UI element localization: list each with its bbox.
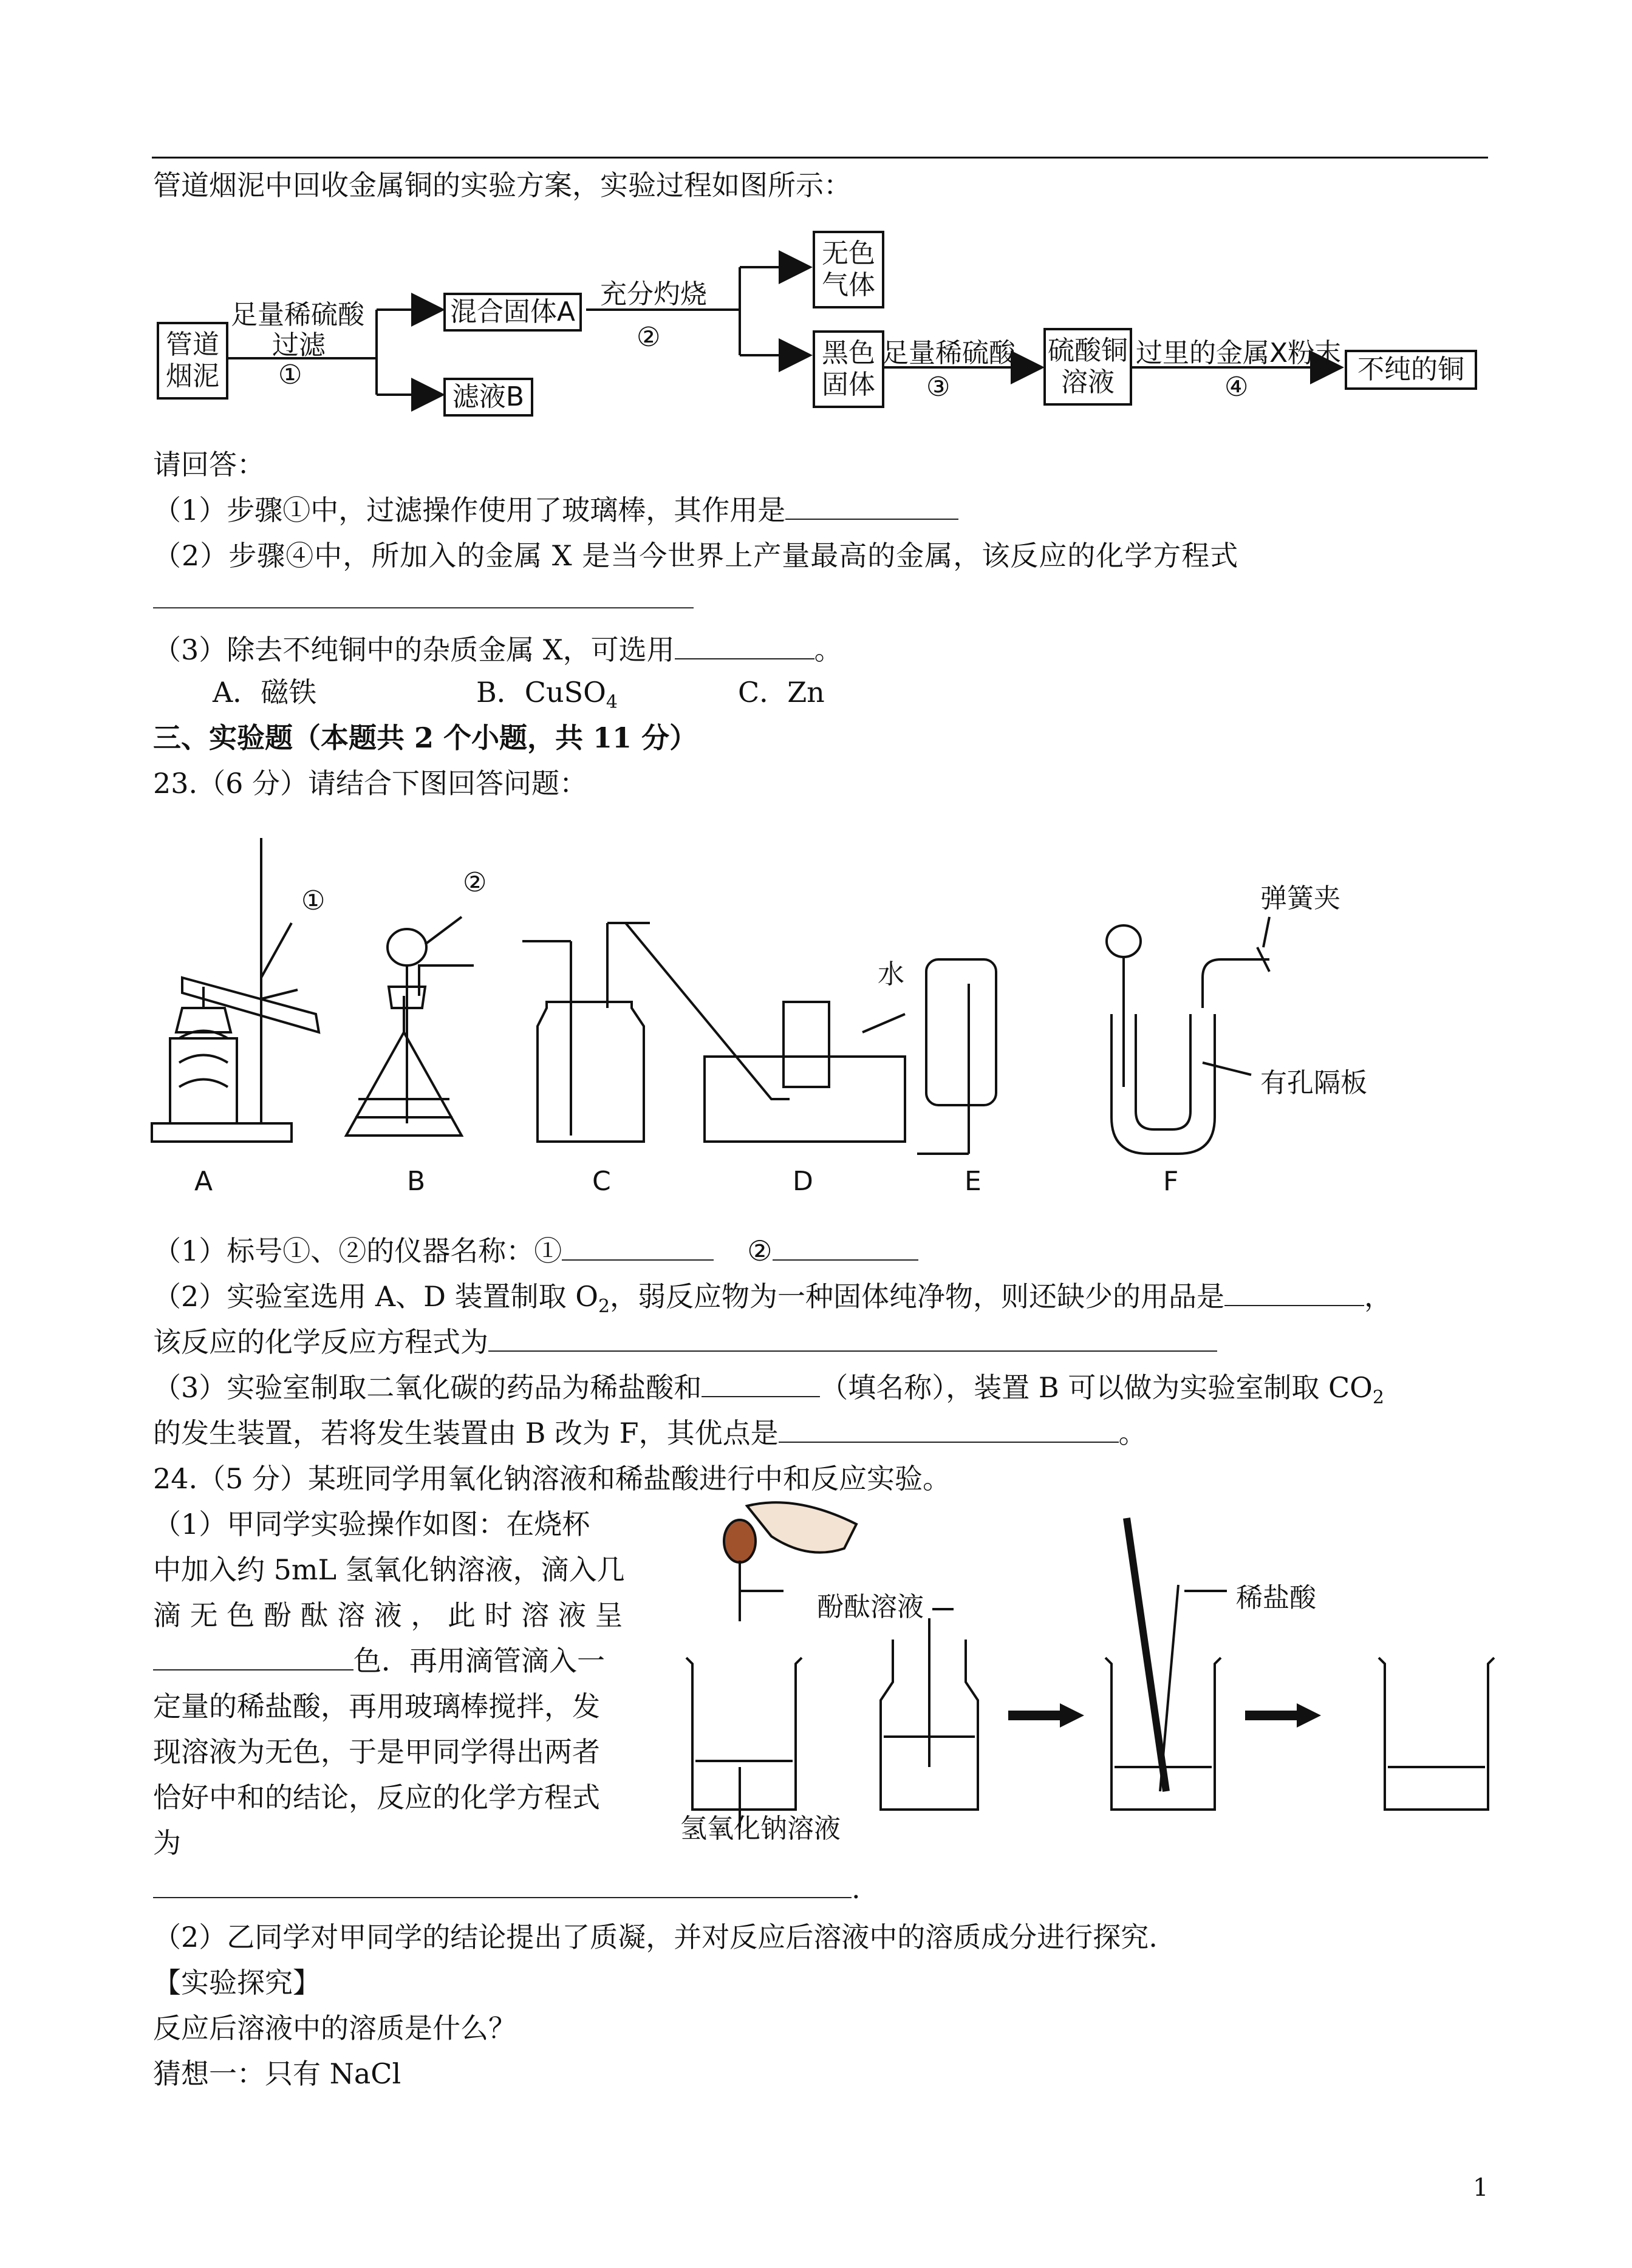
label-dilute-hcl: 稀盐酸 — [1236, 1582, 1316, 1613]
q24-head: 24.（5 分）某班同学用氧化钠溶液和稀盐酸进行中和反应实验。 — [153, 1462, 951, 1495]
label-c: C — [592, 1166, 611, 1197]
label-water: 水 — [878, 959, 904, 990]
q24-line1: （1）甲同学实验操作如图：在烧杯 — [153, 1508, 590, 1541]
q23-part1: （1）标号①、②的仪器名称：① ② — [153, 1233, 918, 1269]
q24-question: 反应后溶液中的溶质是什么？ — [153, 2012, 516, 2045]
q22-part3: （3）除去不纯铜中的杂质金属 X，可选用 。 — [153, 632, 842, 668]
box-filtrate-b: 滤液B — [443, 378, 533, 417]
q22-blank2[interactable] — [153, 607, 694, 608]
q24-guess1: 猜想一：只有 NaCl — [153, 2057, 401, 2090]
box-mixed-solid-a: 混合固体A — [443, 293, 582, 332]
page-number: 1 — [1473, 2174, 1489, 2202]
bottle — [881, 1618, 978, 1810]
label-spring-clip: 弹簧夹 — [1260, 883, 1340, 914]
q24-line8: 为 — [153, 1827, 181, 1859]
label-phenolphthalein: 酚酞溶液 — [817, 1592, 924, 1623]
q24-line5: 定量的稀盐酸，再用玻璃棒搅拌，发 — [153, 1690, 600, 1723]
q22-option-c: C．Zn — [738, 676, 825, 709]
label-circle-1: ① — [301, 885, 326, 916]
beaker-3 — [1379, 1658, 1494, 1810]
apparatus-c — [522, 923, 650, 1142]
apparatus-e — [917, 959, 996, 1154]
box-copper-sulfate: 硫酸铜 溶液 — [1043, 328, 1132, 406]
step4-reagent: 过里的金属X粉末 — [1136, 338, 1342, 369]
step1-filter: 过滤 — [272, 330, 326, 361]
label-porous-plate: 有孔隔板 — [1260, 1068, 1367, 1098]
apparatus-figure — [146, 832, 1421, 1208]
box-impure-copper: 不纯的铜 — [1345, 350, 1477, 390]
label-naoh-solution: 氢氧化钠溶液 — [680, 1813, 841, 1844]
q23-blank-2[interactable] — [773, 1233, 918, 1261]
label-b: B — [407, 1166, 426, 1197]
section3-title: 三、实验题（本题共 2 个小题，共 11 分） — [153, 721, 698, 754]
q24-line6: 现溶液为无色，于是甲同学得出两者 — [153, 1735, 600, 1768]
step1-number: ① — [278, 359, 302, 390]
step2-burn: 充分灼烧 — [600, 279, 707, 310]
q24-line4: 色．再用滴管滴入一 — [153, 1643, 605, 1679]
label-e: E — [965, 1166, 982, 1197]
q23-part3-b: 的发生装置，若将发生装置由 B 改为 F，其优点是 。 — [153, 1415, 1147, 1451]
beaker-1 — [686, 1658, 802, 1828]
step3-reagent: 足量稀硫酸 — [882, 338, 1016, 369]
q22-part2: （2）步骤④中，所加入的金属 X 是当今世界上产量最高的金属，该反应的化学方程式 — [153, 539, 1239, 572]
q23-part3: （3）实验室制取二氧化碳的药品为稀盐酸和 （填名称），装置 B 可以做为实验室制取 $CO_2$ — [153, 1369, 1384, 1416]
q23-part2-equation: 该反应的化学反应方程式为 — [153, 1324, 1217, 1360]
label-a: A — [194, 1166, 213, 1197]
q22-ask: 请回答： — [153, 448, 265, 481]
neutralization-figure — [668, 1488, 1506, 1828]
q23-blank-6[interactable] — [779, 1415, 1119, 1443]
label-circle-2: ② — [463, 867, 487, 898]
q24-line3: 滴 无 色 酚 酞 溶 液 ， 此 时 溶 液 呈 — [153, 1599, 623, 1632]
q23-part2: （2）实验室选用 A、D 装置制取 $O_2$，弱反应物为一种固体纯净物，则还缺少的用品是 ， — [153, 1278, 1392, 1325]
beaker-2 — [1105, 1518, 1221, 1810]
top-rule — [152, 157, 1488, 158]
q23-blank-3[interactable] — [1224, 1278, 1364, 1306]
q24-blank-color[interactable] — [153, 1643, 353, 1670]
q24-line2: 中加入约 5mL 氢氧化钠溶液，滴入几 — [153, 1553, 625, 1586]
q24-line7: 恰好中和的结论，反应的化学方程式 — [153, 1781, 600, 1814]
box-colorless-gas: 无色 气体 — [813, 231, 884, 308]
box-pipe-soot: 管道 烟泥 — [157, 322, 228, 400]
label-d: D — [793, 1166, 813, 1197]
q24-equation-line: . — [153, 1870, 861, 1907]
q23-blank-5[interactable] — [702, 1369, 820, 1397]
apparatus-a — [152, 838, 319, 1142]
q22-option-b: B．CuSO$_4$ — [476, 676, 618, 713]
q23-blank-4[interactable] — [488, 1324, 1217, 1352]
q22-blank1[interactable] — [785, 492, 958, 520]
box-black-solid: 黑色 固体 — [813, 330, 884, 408]
q24-blank-equation[interactable] — [153, 1870, 852, 1898]
step3-number: ③ — [926, 372, 951, 403]
apparatus-b — [346, 917, 474, 1136]
q24-explore-title: 【实验探究】 — [153, 1966, 321, 1999]
q24-part2: （2）乙同学对甲同学的结论提出了质凝，并对反应后溶液中的溶质成分进行探究. — [153, 1921, 1158, 1953]
q23-blank-1[interactable] — [562, 1233, 714, 1261]
label-f: F — [1163, 1166, 1179, 1197]
intro-text: 管道烟泥中回收金属铜的实验方案，实验过程如图所示： — [153, 169, 852, 202]
apparatus-d — [626, 923, 905, 1142]
step4-number: ④ — [1224, 372, 1249, 403]
q23-head: 23.（6 分）请结合下图回答问题： — [153, 767, 588, 800]
q22-blank3[interactable] — [675, 632, 814, 659]
step2-number: ② — [637, 322, 661, 353]
q22-part1: （1）步骤①中，过滤操作使用了玻璃棒，其作用是 — [153, 492, 958, 528]
step1-reagent: 足量稀硫酸 — [231, 299, 364, 330]
apparatus-f — [1107, 917, 1269, 1154]
q22-option-a: A．磁铁 — [213, 676, 317, 709]
